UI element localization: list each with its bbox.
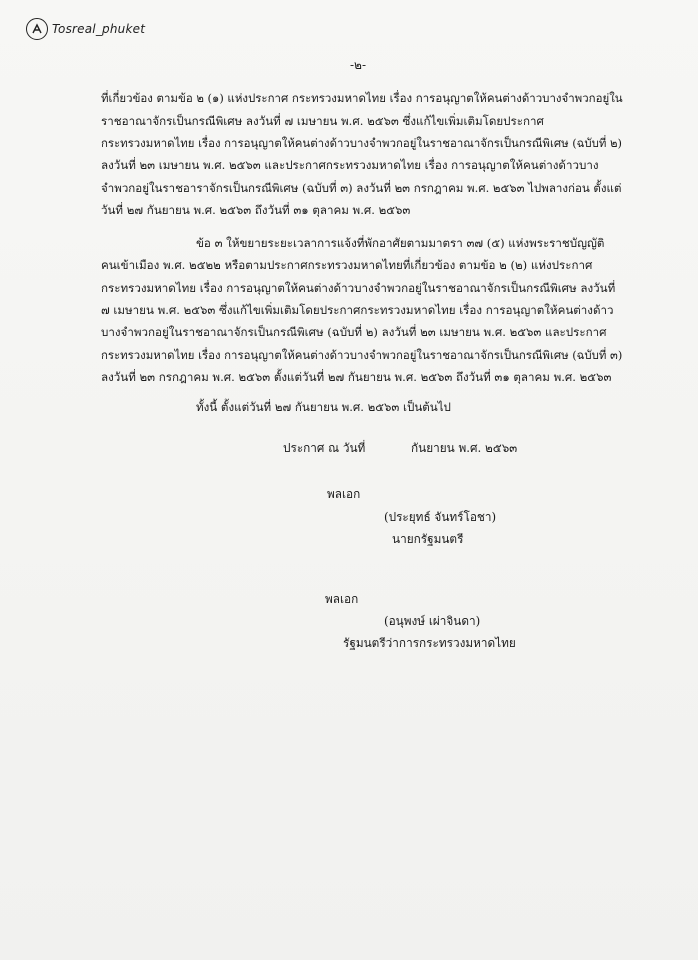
paragraph-1-line: ลงวันที่ ๒๓ เมษายน พ.ศ. ๒๕๖๓ และประกาศกระทรวงมหาดไทย เรื่อง การอนุญาตให้คนต่างด้าวบาง	[101, 158, 599, 172]
paragraph-1-line: กระทรวงมหาดไทย เรื่อง การอนุญาตให้คนต่างด้าวบางจำพวกอยู่ในราชอาณาจักรเป็นกรณีพิเศษ (ฉบับที่ ๒)	[101, 136, 622, 150]
effective-date: ทั้งนี้ ตั้งแต่วันที่ ๒๗ กันยายน พ.ศ. ๒๕๖๓ เป็นต้นไป	[196, 400, 451, 414]
paragraph-2-line: บางจำพวกอยู่ในราชอาณาจักรเป็นกรณีพิเศษ (ฉบับที่ ๒) ลงวันที่ ๒๓ เมษายน พ.ศ. ๒๕๖๓ และประกาศ	[101, 325, 607, 339]
paragraph-1-line: ราชอาณาจักรเป็นกรณีพิเศษ ลงวันที่ ๗ เมษายน พ.ศ. ๒๕๖๓ ซึ่งแก้ไขเพิ่มเติมโดยประกาศ	[101, 114, 544, 128]
signer-2-title: รัฐมนตรีว่าการกระทรวงมหาดไทย	[343, 636, 516, 650]
paragraph-1-line: ที่เกี่ยวข้อง ตามข้อ ๒ (๑) แห่งประกาศ กระทรวงมหาดไทย เรื่อง การอนุญาตให้คนต่างด้าวบางจำพวกอยู่ใน	[101, 91, 623, 105]
paragraph-2-line: ข้อ ๓ ให้ขยายระยะเวลาการแจ้งที่พักอาศัยตามมาตรา ๓๗ (๕) แห่งพระราชบัญญัติ	[196, 236, 605, 250]
paragraph-1-line: จำพวกอยู่ในราชอาราจักรเป็นกรณีพิเศษ (ฉบับที่ ๓) ลงวันที่ ๒๓ กรกฎาคม พ.ศ. ๒๕๖๓ ไปพลางก่อน ตั้งแต่	[101, 181, 622, 195]
announce-date: กันยายน พ.ศ. ๒๕๖๓	[411, 441, 518, 455]
paragraph-2-line: คนเข้าเมือง พ.ศ. ๒๕๒๒ หรือตามประกาศกระทรวงมหาดไทยที่เกี่ยวข้อง ตามข้อ ๒ (๒) แห่งประกาศ	[101, 258, 593, 272]
paragraph-2-line: ๗ เมษายน พ.ศ. ๒๕๖๓ ซึ่งแก้ไขเพิ่มเติมโดยประกาศกระทรวงมหาดไทย เรื่อง การอนุญาตให้คนต่างด้าว	[101, 303, 614, 317]
watermark	[26, 18, 145, 40]
announce-prefix: ประกาศ ณ วันที่	[283, 441, 366, 455]
signer-2-rank: พลเอก	[325, 592, 359, 606]
logo-icon	[26, 18, 48, 40]
paragraph-1-line: วันที่ ๒๗ กันยายน พ.ศ. ๒๕๖๓ ถึงวันที่ ๓๑ ตุลาคม พ.ศ. ๒๕๖๓	[101, 203, 411, 217]
watermark-text: Tosreal_phuket	[52, 22, 146, 36]
paragraph-2-line: กระทรวงมหาดไทย เรื่อง การอนุญาตให้คนต่างด้าวบางจำพวกอยู่ในราชอาณาจักรเป็นกรณีพิเศษ (ฉบับที่ ๓)	[101, 348, 623, 362]
signer-1-rank: พลเอก	[327, 487, 361, 501]
paragraph-2-line: กระทรวงมหาดไทย เรื่อง การอนุญาตให้คนต่างด้าวบางจำพวกอยู่ในราชอาณาจักรเป็นกรณีพิเศษ ลงวันที่	[101, 281, 616, 295]
signer-1-name: (ประยุทธ์ จันทร์โอชา)	[384, 510, 497, 524]
signer-1-title: นายกรัฐมนตรี	[392, 532, 464, 546]
signer-2-name: (อนุพงษ์ เผ่าจินดา)	[384, 614, 481, 628]
paragraph-2-line: ลงวันที่ ๒๓ กรกฎาคม พ.ศ. ๒๕๖๓ ตั้งแต่วันที่ ๒๗ กันยายน พ.ศ. ๒๕๖๓ ถึงวันที่ ๓๑ ตุลาคม พ.ศ. ๒๕๖๓	[101, 370, 612, 384]
page-number: -๒-	[350, 58, 367, 72]
